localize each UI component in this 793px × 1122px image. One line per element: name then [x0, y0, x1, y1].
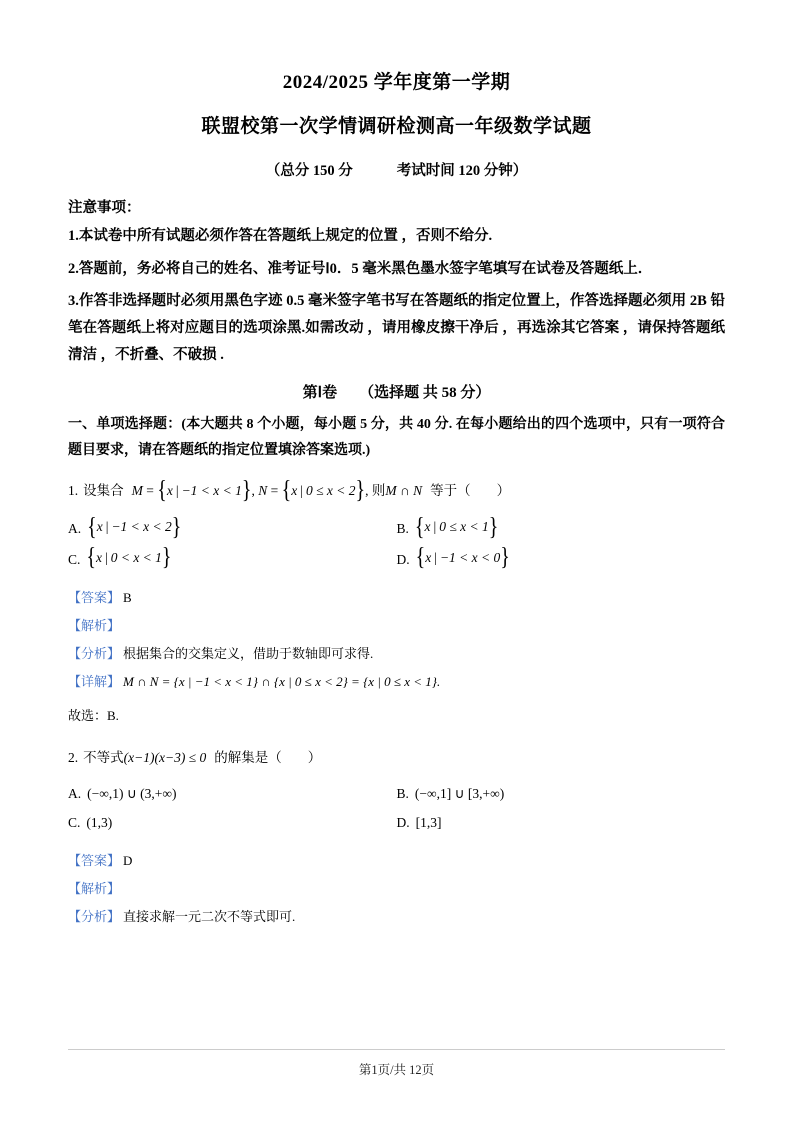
question-1-xiangjie-math: M ∩ N = {x | −1 < x < 1} ∩ {x | 0 ≤ x < 2} = {x | 0 ≤ x < 1}.: [123, 674, 441, 690]
question-1-set-m: M = { x | −1 < x < 1 }: [131, 476, 252, 504]
question-1-answer-block: [68, 584, 725, 730]
section-juan-label: 第Ⅰ卷: [302, 384, 338, 401]
question-1-option-d[interactable]: D. { x | −1 < x < 0 }: [396, 543, 510, 572]
question-2-analysis-tag: 【解析】: [68, 880, 121, 896]
page-footer: 第1页/共 12页: [358, 1063, 435, 1077]
answer-value: B: [123, 590, 132, 606]
question-1: [68, 478, 725, 731]
question-2-suffix: 的解集是（: [214, 749, 282, 765]
question-1-options: [68, 513, 725, 574]
question-2-option-row-2: [68, 809, 725, 837]
question-2-option-row-1: [68, 780, 725, 808]
question-1-set-n: N = { x | 0 ≤ x < 2 }: [258, 476, 366, 504]
question-2-option-d[interactable]: D. [1,3]: [396, 814, 442, 830]
notice-item-2: 2.答题前，务必将自己的姓名、准考证号Ⅰ0．5 毫米黑色墨水签字笔填写在试卷及答题纸上．: [68, 260, 653, 277]
section-heading: [68, 381, 725, 402]
notice-item-1: 1.本试卷中所有试题必须作答在答题纸上规定的位置 ，否则不给分.: [68, 227, 493, 244]
question-2-suffix-end: ）: [307, 749, 322, 765]
question-1-stem-prefix: 设集合: [83, 482, 124, 498]
part-one-intro: 一、单项选择题：(本大题共 8 个小题，每小题 5 分，共 40 分. 在每小题给出的四个选项中，只有一项符合题目要求，请在答题纸的指定位置填涂答案选项.): [68, 416, 725, 458]
question-2-stem-prefix: 不等式: [83, 749, 124, 765]
section-juan-type: （选择题 共 58 分）: [359, 384, 491, 401]
question-2-expr: (x−1)(x−3) ≤ 0: [123, 749, 207, 765]
question-2-option-b[interactable]: B. (−∞,1] ∪ [3,+∞): [396, 786, 505, 802]
total-score: （总分 150 分: [265, 162, 353, 179]
exam-time: 考试时间 120 分钟）: [396, 162, 528, 179]
question-1-option-a[interactable]: A. { x | −1 < x < 2 }: [68, 513, 182, 541]
question-1-stem: 1. 设集合 M = { x | −1 < x < 1 } , N = { x | 0 ≤ x < 2 } , 则 M ∩ N 等于（ ）: [68, 476, 511, 504]
footer-divider: [68, 1049, 725, 1050]
question-2-option-c[interactable]: C. (1,3): [68, 814, 113, 830]
question-1-expr: M ∩ N: [385, 482, 423, 498]
question-2-stem: [68, 745, 725, 771]
question-2: [68, 745, 725, 931]
question-1-suffix-end: ）: [496, 482, 511, 498]
question-2-option-a[interactable]: A. (−∞,1) ∪ (3,+∞): [68, 786, 177, 802]
question-1-option-row-2: [68, 544, 725, 575]
question-1-option-row-1: [68, 513, 725, 544]
question-1-fenxi: 【分析】 根据集合的交集定义，借助于数轴即可求得.: [68, 646, 374, 662]
score-time-line: [68, 159, 725, 180]
page-title: 2024/2025 学年度第一学期: [282, 72, 511, 93]
question-1-then: 则: [371, 482, 386, 498]
question-2-answer: 【答案】 D: [68, 852, 133, 868]
question-1-answer: [68, 584, 725, 612]
question-1-analysis-tag: 【解析】: [68, 618, 121, 634]
notice-item-3: 3.作答非选择题时必须用黑色字迹 0.5 毫米签字笔书写在答题纸的指定位置上，作答选择题必须用 2B 铅笔在答题纸上将对应题目的选项涂黑.如需改动 ，请用橡皮擦干净后 ，再选涂其它答案 ，请保持答题纸清洁 ，不折叠、不破损 .: [68, 293, 725, 364]
question-2-answer-block: [68, 847, 725, 931]
notice-heading: 注意事项：: [68, 199, 141, 216]
question-1-option-c[interactable]: C. { x | 0 < x < 1 }: [68, 543, 172, 572]
question-2-fenxi: 【分析】 直接求解一元二次不等式即可.: [68, 908, 296, 924]
answer-tag: 【答案】: [68, 590, 121, 606]
question-1-suffix: 等于（: [430, 482, 471, 498]
page-subtitle: 联盟校第一次学情调研检测高一年级数学试题: [201, 116, 592, 138]
question-1-option-b[interactable]: B. { x | 0 ≤ x < 1 }: [396, 513, 499, 541]
question-1-xiangjie: 【详解】 M ∩ N = {x | −1 < x < 1} ∩ {x | 0 ≤ x < 2} = {x | 0 ≤ x < 1}.: [68, 668, 725, 696]
question-1-conclusion: 故选：B.: [68, 708, 119, 724]
question-2-options: [68, 780, 725, 837]
question-1-number: 1.: [68, 482, 79, 498]
question-2-number: 2.: [68, 749, 79, 765]
